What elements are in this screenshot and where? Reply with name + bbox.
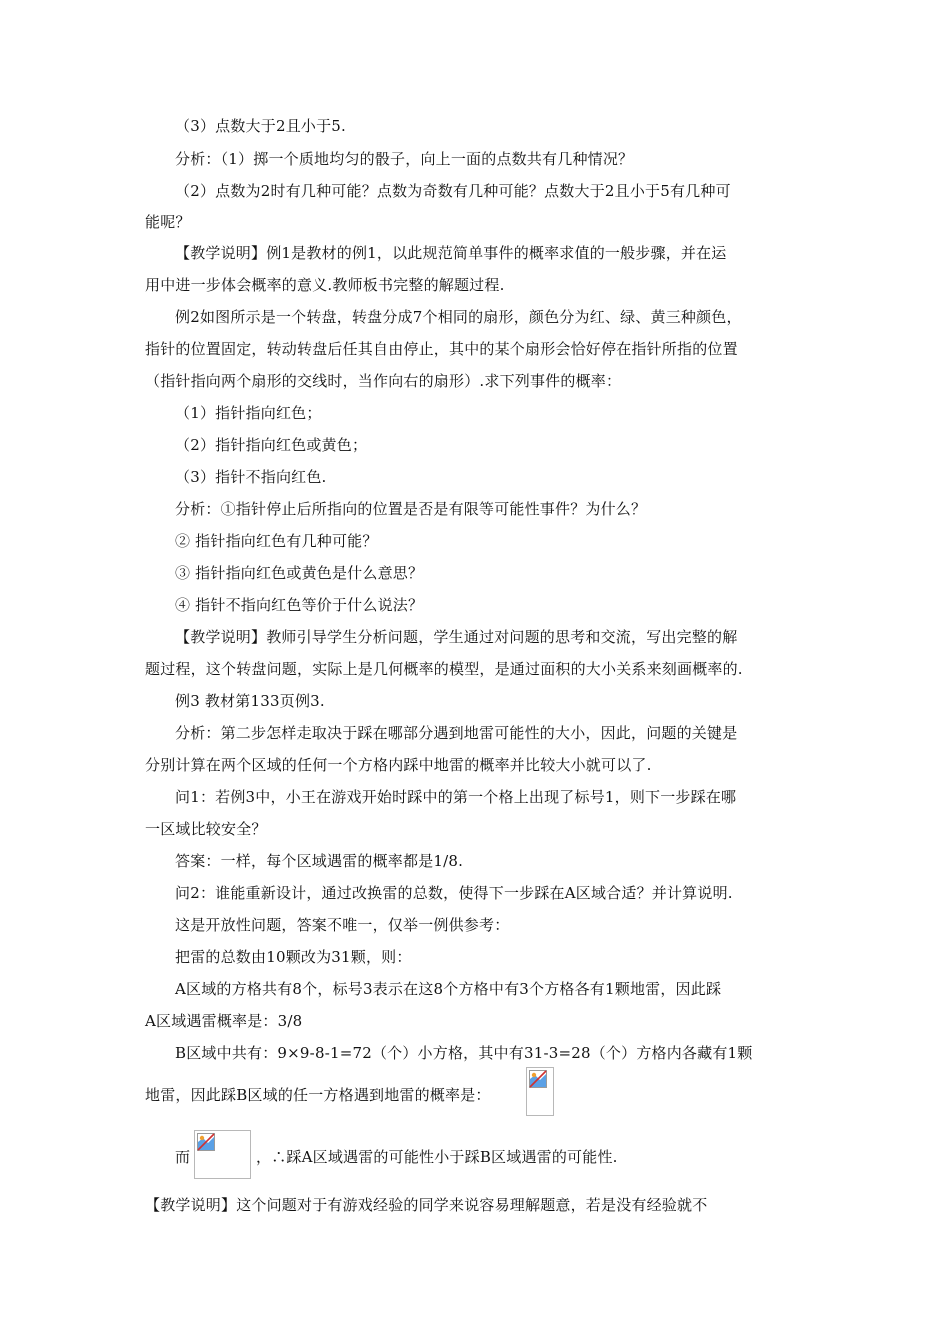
text-line: 分析：（1）掷一个质地均匀的骰子，向上一面的点数共有几种情况？ [175,150,634,168]
text-line: ② 指针指向红色有几种可能？ [175,532,378,550]
text-line: 答案：一样，每个区域遇雷的概率都是1/8. [175,852,464,870]
text-line: 【教学说明】教师引导学生分析问题，学生通过对问题的思考和交流，写出完整的解 [175,628,738,646]
text-line: A区域的方格共有8个，标号3表示在这8个方格中有3个方格各有1颗地雷，因此踩 [175,980,722,998]
text-line: 这是开放性问题，答案不唯一，仅举一例供参考： [175,916,510,934]
text-line: ④ 指针不指向红色等价于什么说法？ [175,596,424,614]
text-line: 分析：①指针停止后所指向的位置是否是有限等可能性事件？为什么？ [175,500,647,518]
text-line: 地雷，因此踩B区域的任一方格遇到地雷的概率是： [145,1086,491,1104]
text-line: 【教学说明】这个问题对于有游戏经验的同学来说容易理解题意，若是没有经验就不 [145,1196,708,1214]
text-line: ，∴踩A区域遇雷的可能性小于踩B区域遇雷的可能性. [256,1148,618,1166]
text-line: 题过程，这个转盘问题，实际上是几何概率的模型，是通过面积的大小关系来刻画概率的. [145,660,743,678]
text-line: 分别计算在两个区域的任何一个方格内踩中地雷的概率并比较大小就可以了. [145,756,652,774]
broken-image-icon [526,1067,554,1116]
text-line: ③ 指针指向红色或黄色是什么意思？ [175,564,424,582]
text-line: （3）指针不指向红色. [175,468,327,486]
broken-image-glyph-icon [197,1133,215,1151]
text-line: A区域遇雷概率是：3/8 [145,1012,303,1030]
text-line: 一区域比较安全？ [145,820,267,838]
text-line: 把雷的总数由10颗改为31颗，则： [175,948,412,966]
text-line: 指针的位置固定，转动转盘后任其自由停止，其中的某个扇形会恰好停在指针所指的位置 [145,340,738,358]
text-line: 用中进一步体会概率的意义.教师板书完整的解题过程. [145,276,505,294]
text-line: （3）点数大于2且小于5. [175,117,346,135]
text-line: 分析：第二步怎样走取决于踩在哪部分遇到地雷可能性的大小，因此，问题的关键是 [175,724,738,742]
broken-image-icon [194,1130,251,1179]
text-line: 问2：谁能重新设计，通过改换雷的总数，使得下一步踩在A区域合适？并计算说明. [175,884,733,902]
text-line: （2）指针指向红色或黄色； [175,436,368,454]
text-line: （2）点数为2时有几种可能？点数为奇数有几种可能？点数大于2且小于5有几种可 [175,182,731,200]
text-line: 能呢？ [145,213,191,231]
text-line: （1）指针指向红色； [175,404,322,422]
text-line: 问1：若例3中，小王在游戏开始时踩中的第一个格上出现了标号1，则下一步踩在哪 [175,788,737,806]
text-line: 【教学说明】例1是教材的例1，以此规范简单事件的概率求值的一般步骤，并在运 [175,244,727,262]
text-line: B区域中共有：9×9-8-1=72（个）小方格，其中有31-3=28（个）方格内各藏有1颗 [175,1044,753,1062]
text-line: 例2如图所示是一个转盘，转盘分成7个相同的扇形，颜色分为红、绿、黄三种颜色， [175,308,742,326]
broken-image-glyph-icon [529,1070,547,1088]
text-line: 而 [175,1148,191,1166]
text-line: （指针指向两个扇形的交线时，当作向右的扇形）.求下列事件的概率： [145,372,622,390]
text-line: 例3 教材第133页例3. [175,692,325,710]
